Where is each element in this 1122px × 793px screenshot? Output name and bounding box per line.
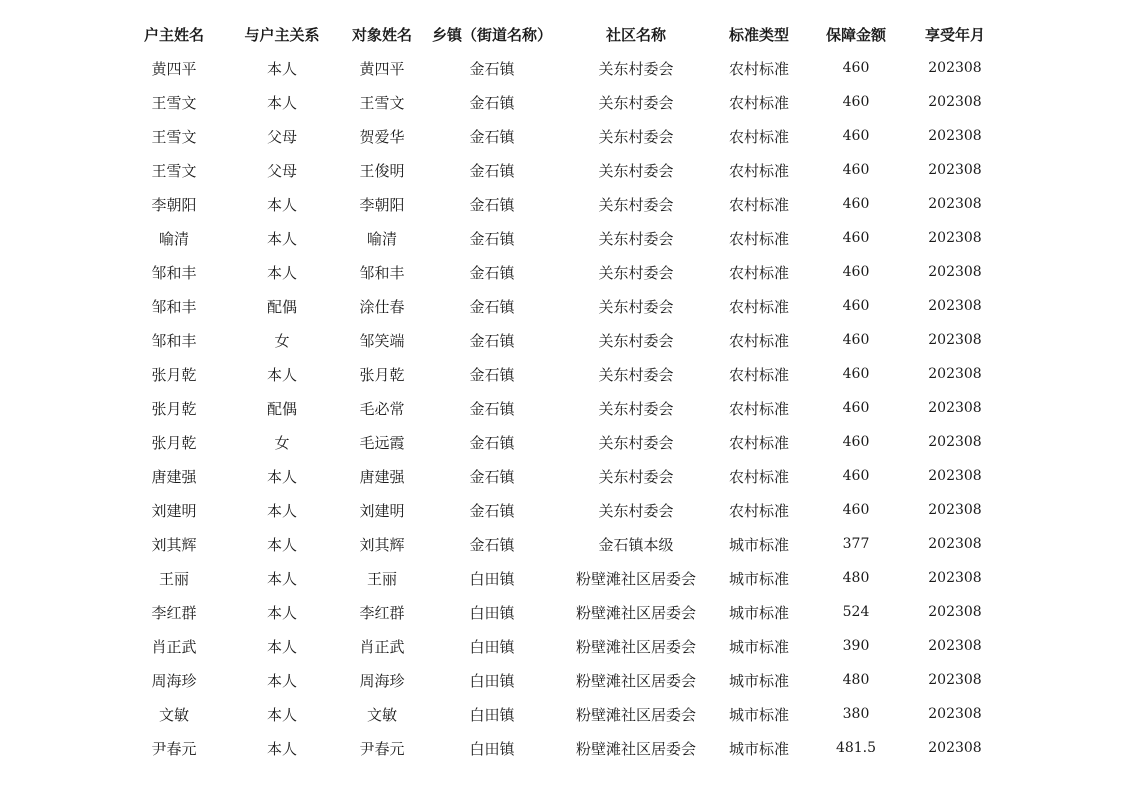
cell-householder-name: 周海珍	[151, 671, 197, 690]
cell-recipient-name: 周海珍	[359, 671, 405, 690]
cell-relationship: 本人	[266, 93, 297, 112]
table-row	[120, 323, 1000, 357]
cell-householder-name: 张月乾	[151, 399, 197, 418]
cell-community: 关东村委会	[598, 195, 674, 214]
cell-householder-name: 邹和丰	[151, 263, 197, 282]
cell-township: 金石镇	[469, 467, 515, 486]
cell-relationship: 本人	[266, 535, 297, 554]
table-row	[120, 731, 1000, 765]
cell-township: 金石镇	[469, 161, 515, 180]
cell-householder-name: 王雪文	[151, 127, 197, 146]
cell-community: 关东村委会	[598, 331, 674, 350]
table-row	[120, 357, 1000, 391]
cell-amount: 524	[842, 604, 870, 620]
table-row	[120, 255, 1000, 289]
cell-community: 关东村委会	[598, 433, 674, 452]
header-householder-name: 户主姓名	[143, 25, 204, 44]
table-row	[120, 153, 1000, 187]
header-township: 乡镇（街道名称）	[431, 25, 552, 44]
cell-township: 金石镇	[469, 433, 515, 452]
cell-township: 金石镇	[469, 263, 515, 282]
cell-recipient-name: 贺爱华	[359, 127, 405, 146]
cell-standard-type: 农村标准	[728, 93, 789, 112]
cell-month: 202308	[928, 740, 982, 756]
cell-amount: 460	[842, 60, 870, 76]
table-row	[120, 119, 1000, 153]
cell-recipient-name: 涂仕春	[359, 297, 405, 316]
cell-amount: 460	[842, 196, 870, 212]
cell-township: 金石镇	[469, 229, 515, 248]
table-row	[120, 527, 1000, 561]
cell-relationship: 本人	[266, 603, 297, 622]
cell-township: 白田镇	[469, 671, 515, 690]
cell-township: 金石镇	[469, 195, 515, 214]
cell-standard-type: 城市标准	[728, 603, 789, 622]
cell-amount: 460	[842, 502, 870, 518]
table-header	[120, 17, 1000, 51]
cell-relationship: 本人	[266, 501, 297, 520]
cell-recipient-name: 文敏	[366, 705, 397, 724]
table-row	[120, 425, 1000, 459]
cell-recipient-name: 喻清	[366, 229, 397, 248]
cell-standard-type: 农村标准	[728, 263, 789, 282]
cell-amount: 460	[842, 298, 870, 314]
cell-month: 202308	[928, 264, 982, 280]
cell-month: 202308	[928, 604, 982, 620]
cell-recipient-name: 王雪文	[359, 93, 405, 112]
cell-amount: 481.5	[835, 740, 877, 756]
cell-recipient-name: 肖正武	[359, 637, 405, 656]
cell-relationship: 女	[274, 433, 290, 452]
cell-community: 粉壁滩社区居委会	[575, 739, 696, 758]
cell-community: 关东村委会	[598, 93, 674, 112]
cell-community: 关东村委会	[598, 501, 674, 520]
cell-householder-name: 尹春元	[151, 739, 197, 758]
assistance-table	[120, 17, 1000, 765]
cell-amount: 460	[842, 332, 870, 348]
cell-standard-type: 农村标准	[728, 501, 789, 520]
cell-standard-type: 农村标准	[728, 195, 789, 214]
header-month: 享受年月	[924, 25, 985, 44]
cell-township: 金石镇	[469, 93, 515, 112]
cell-month: 202308	[928, 298, 982, 314]
cell-month: 202308	[928, 230, 982, 246]
table-row	[120, 221, 1000, 255]
cell-amount: 380	[842, 706, 870, 722]
cell-month: 202308	[928, 468, 982, 484]
cell-householder-name: 肖正武	[151, 637, 197, 656]
cell-township: 金石镇	[469, 535, 515, 554]
cell-community: 金石镇本级	[598, 535, 674, 554]
table-row	[120, 595, 1000, 629]
cell-recipient-name: 李朝阳	[359, 195, 405, 214]
cell-township: 金石镇	[469, 501, 515, 520]
cell-community: 关东村委会	[598, 297, 674, 316]
cell-standard-type: 农村标准	[728, 59, 789, 78]
document-sheet	[120, 17, 1000, 765]
cell-month: 202308	[928, 400, 982, 416]
cell-recipient-name: 张月乾	[359, 365, 405, 384]
cell-recipient-name: 邹和丰	[359, 263, 405, 282]
cell-relationship: 配偶	[266, 297, 297, 316]
header-relationship: 与户主关系	[244, 25, 320, 44]
cell-relationship: 本人	[266, 569, 297, 588]
cell-month: 202308	[928, 60, 982, 76]
cell-standard-type: 农村标准	[728, 127, 789, 146]
cell-township: 白田镇	[469, 705, 515, 724]
cell-relationship: 本人	[266, 195, 297, 214]
cell-township: 金石镇	[469, 59, 515, 78]
cell-community: 粉壁滩社区居委会	[575, 569, 696, 588]
cell-recipient-name: 王俊明	[359, 161, 405, 180]
cell-recipient-name: 黄四平	[359, 59, 405, 78]
cell-standard-type: 农村标准	[728, 365, 789, 384]
cell-month: 202308	[928, 94, 982, 110]
cell-amount: 480	[842, 570, 870, 586]
table-row	[120, 663, 1000, 697]
header-community: 社区名称	[605, 25, 666, 44]
cell-householder-name: 王雪文	[151, 161, 197, 180]
header-row	[120, 17, 1000, 51]
cell-community: 粉壁滩社区居委会	[575, 637, 696, 656]
cell-community: 关东村委会	[598, 59, 674, 78]
cell-month: 202308	[928, 672, 982, 688]
table-row	[120, 459, 1000, 493]
cell-month: 202308	[928, 706, 982, 722]
table-row	[120, 289, 1000, 323]
cell-recipient-name: 毛必常	[359, 399, 405, 418]
table-row	[120, 85, 1000, 119]
cell-community: 关东村委会	[598, 127, 674, 146]
cell-standard-type: 农村标准	[728, 399, 789, 418]
cell-householder-name: 李红群	[151, 603, 197, 622]
cell-householder-name: 黄四平	[151, 59, 197, 78]
table-body	[120, 51, 1000, 765]
cell-township: 金石镇	[469, 331, 515, 350]
cell-amount: 460	[842, 162, 870, 178]
cell-amount: 460	[842, 128, 870, 144]
table-row	[120, 629, 1000, 663]
cell-householder-name: 张月乾	[151, 365, 197, 384]
cell-relationship: 父母	[266, 127, 297, 146]
cell-month: 202308	[928, 502, 982, 518]
table-row	[120, 493, 1000, 527]
cell-householder-name: 唐建强	[151, 467, 197, 486]
cell-relationship: 父母	[266, 161, 297, 180]
cell-recipient-name: 毛远霞	[359, 433, 405, 452]
cell-standard-type: 城市标准	[728, 671, 789, 690]
cell-amount: 377	[842, 536, 870, 552]
cell-amount: 390	[842, 638, 870, 654]
cell-relationship: 本人	[266, 229, 297, 248]
cell-standard-type: 农村标准	[728, 467, 789, 486]
cell-community: 关东村委会	[598, 365, 674, 384]
cell-householder-name: 王雪文	[151, 93, 197, 112]
cell-month: 202308	[928, 536, 982, 552]
cell-relationship: 本人	[266, 671, 297, 690]
cell-standard-type: 城市标准	[728, 637, 789, 656]
cell-relationship: 本人	[266, 59, 297, 78]
table-row	[120, 697, 1000, 731]
cell-month: 202308	[928, 196, 982, 212]
cell-amount: 460	[842, 434, 870, 450]
cell-community: 粉壁滩社区居委会	[575, 705, 696, 724]
cell-township: 白田镇	[469, 637, 515, 656]
cell-householder-name: 王丽	[158, 569, 189, 588]
cell-householder-name: 邹和丰	[151, 331, 197, 350]
cell-standard-type: 农村标准	[728, 297, 789, 316]
cell-township: 金石镇	[469, 297, 515, 316]
cell-standard-type: 农村标准	[728, 331, 789, 350]
cell-month: 202308	[928, 332, 982, 348]
cell-standard-type: 农村标准	[728, 229, 789, 248]
cell-standard-type: 城市标准	[728, 705, 789, 724]
table-row	[120, 561, 1000, 595]
header-standard-type: 标准类型	[728, 25, 789, 44]
table-row	[120, 391, 1000, 425]
cell-relationship: 本人	[266, 637, 297, 656]
cell-township: 白田镇	[469, 569, 515, 588]
cell-relationship: 女	[274, 331, 290, 350]
cell-standard-type: 城市标准	[728, 535, 789, 554]
cell-amount: 460	[842, 366, 870, 382]
cell-community: 关东村委会	[598, 467, 674, 486]
cell-month: 202308	[928, 162, 982, 178]
cell-relationship: 本人	[266, 467, 297, 486]
cell-householder-name: 李朝阳	[151, 195, 197, 214]
cell-recipient-name: 邹笑端	[359, 331, 405, 350]
cell-householder-name: 文敏	[158, 705, 189, 724]
cell-month: 202308	[928, 366, 982, 382]
cell-recipient-name: 尹春元	[359, 739, 405, 758]
cell-householder-name: 刘其辉	[151, 535, 197, 554]
cell-relationship: 本人	[266, 365, 297, 384]
cell-householder-name: 张月乾	[151, 433, 197, 452]
cell-householder-name: 喻清	[158, 229, 189, 248]
table-row	[120, 51, 1000, 85]
cell-month: 202308	[928, 570, 982, 586]
cell-recipient-name: 王丽	[366, 569, 397, 588]
cell-relationship: 本人	[266, 705, 297, 724]
cell-amount: 460	[842, 94, 870, 110]
cell-amount: 460	[842, 264, 870, 280]
cell-recipient-name: 刘建明	[359, 501, 405, 520]
table-row	[120, 187, 1000, 221]
cell-relationship: 配偶	[266, 399, 297, 418]
cell-community: 关东村委会	[598, 161, 674, 180]
cell-township: 金石镇	[469, 399, 515, 418]
cell-standard-type: 农村标准	[728, 161, 789, 180]
cell-recipient-name: 李红群	[359, 603, 405, 622]
cell-amount: 460	[842, 400, 870, 416]
cell-standard-type: 农村标准	[728, 433, 789, 452]
cell-relationship: 本人	[266, 263, 297, 282]
cell-amount: 480	[842, 672, 870, 688]
cell-standard-type: 城市标准	[728, 569, 789, 588]
cell-standard-type: 城市标准	[728, 739, 789, 758]
cell-householder-name: 邹和丰	[151, 297, 197, 316]
cell-month: 202308	[928, 638, 982, 654]
cell-relationship: 本人	[266, 739, 297, 758]
cell-community: 粉壁滩社区居委会	[575, 603, 696, 622]
cell-community: 关东村委会	[598, 263, 674, 282]
cell-amount: 460	[842, 230, 870, 246]
cell-community: 关东村委会	[598, 229, 674, 248]
cell-township: 金石镇	[469, 365, 515, 384]
cell-month: 202308	[928, 128, 982, 144]
cell-township: 白田镇	[469, 739, 515, 758]
cell-township: 白田镇	[469, 603, 515, 622]
header-amount: 保障金额	[825, 25, 886, 44]
cell-month: 202308	[928, 434, 982, 450]
cell-township: 金石镇	[469, 127, 515, 146]
cell-community: 粉壁滩社区居委会	[575, 671, 696, 690]
cell-householder-name: 刘建明	[151, 501, 197, 520]
cell-recipient-name: 刘其辉	[359, 535, 405, 554]
cell-amount: 460	[842, 468, 870, 484]
header-recipient-name: 对象姓名	[351, 25, 412, 44]
cell-recipient-name: 唐建强	[359, 467, 405, 486]
cell-community: 关东村委会	[598, 399, 674, 418]
